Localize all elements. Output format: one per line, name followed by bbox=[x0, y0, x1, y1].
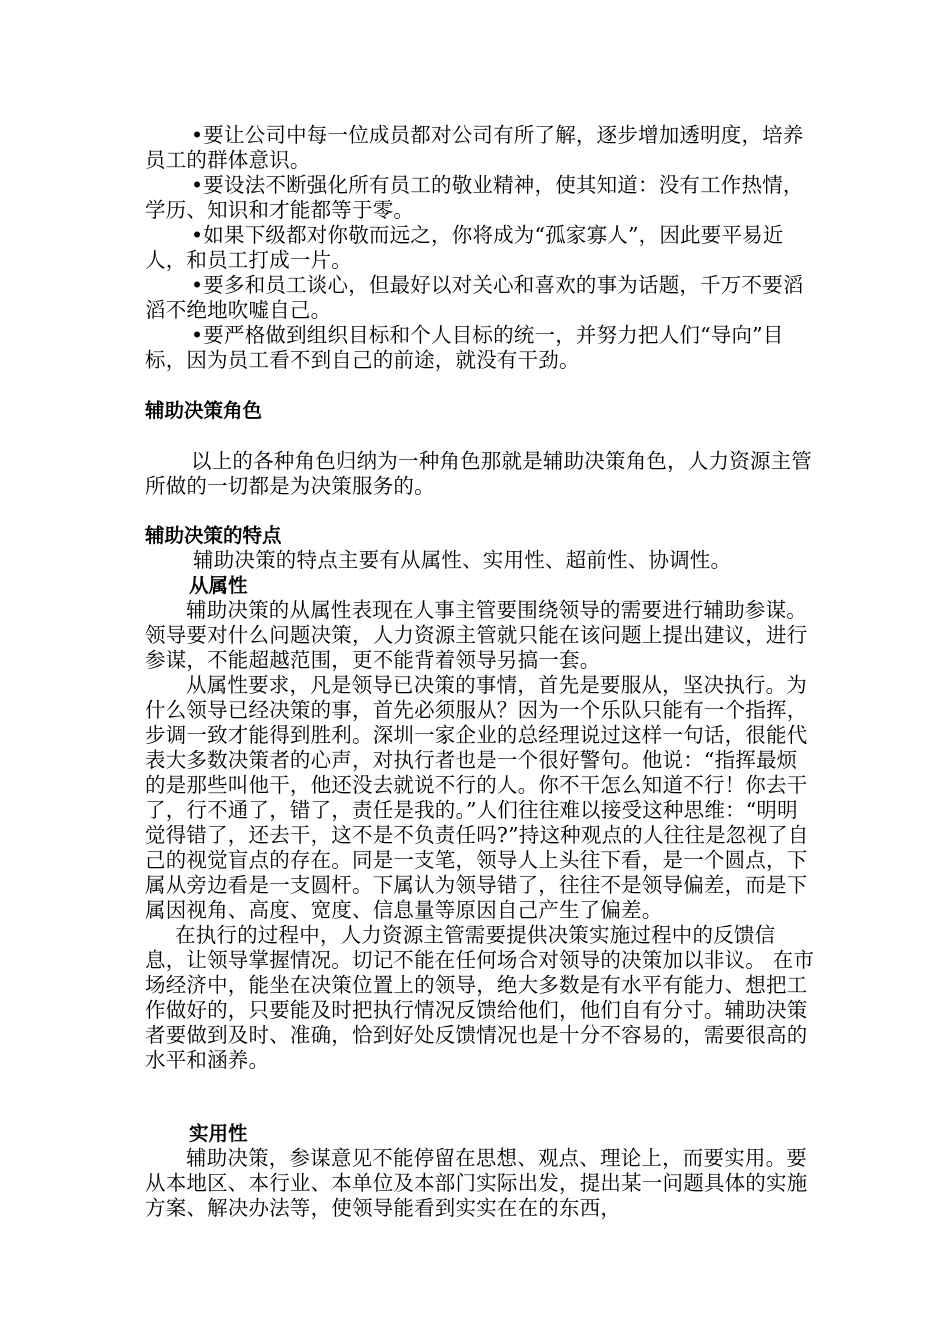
paragraph: 辅助决策的特点主要有从属性、实用性、超前性、协调性。 bbox=[193, 548, 732, 572]
paragraph: 在执行的过程中，人力资源主管需要提供决策实施过程中的反馈信息，让领导掌握情况。切记不能在任何场合对领导的决策加以非议。 在市场经济中，能坐在决策位置上的领导，绝大多数是有水平有能力、想把工作做好的，只要能及时把执行情况反馈给他们，他们自有分寸。辅助决策者要做到及时、准确，恰到好处反馈情况也是十分不容易的，需要很高的水平和涵养。 bbox=[145, 923, 815, 1072]
paragraph: 辅助决策，参谋意见不能停留在思想、观点、理论上，而要实用。要从本地区、本行业、本单位及本部门实际出发，提出某一问题具体的实施方案、解决办法等，使领导能看到实实在在的东西， bbox=[145, 1146, 808, 1220]
practicality-text bbox=[145, 1146, 815, 1221]
section-heading-decision-features: 辅助决策的特点 bbox=[145, 524, 282, 547]
bullet-list bbox=[145, 123, 815, 373]
bullet-item: •要严格做到组织目标和个人目标的统一，并努力把人们“导向”目标，因为员工看不到自己的前途，就没有干劲。 bbox=[145, 323, 784, 372]
bullet-item: •要多和员工谈心，但最好以对关心和喜欢的事为话题，千万不要滔滔不绝地吹嘘自己。 bbox=[145, 273, 804, 322]
section-heading-decision-role: 辅助决策角色 bbox=[145, 399, 263, 422]
subheading-practicality: 实用性 bbox=[189, 1122, 248, 1145]
section-intro bbox=[145, 548, 815, 573]
subheading-subordination: 从属性 bbox=[189, 574, 248, 597]
bullet-item: •要让公司中每一位成员都对公司有所了解，逐步增加透明度，培养员工的群体意识。 bbox=[145, 123, 804, 172]
paragraph: 辅助决策的从属性表现在人事主管要围绕领导的需要进行辅助参谋。领导要对什么问题决策，人力资源主管就只能在该问题上提出建议，进行参谋，不能超越范围，更不能背着领导另搞一套。 bbox=[145, 598, 808, 672]
paragraph: 以上的各种角色归纳为一种角色那就是辅助决策角色，人力资源主管所做的一切都是为决策服务的。 bbox=[145, 449, 812, 498]
bullet-item: •如果下级都对你敬而远之，你将成为“孤家寡人”，因此要平易近人，和员工打成一片。 bbox=[145, 223, 784, 272]
paragraph: 从属性要求，凡是领导已决策的事情，首先是要服从，坚决执行。为什么领导已经决策的事，首先必须服从？因为一个乐队只能有一个指挥，步调一致才能得到胜利。深圳一家企业的总经理说过这样一句话，很能代表大多数决策者的心声，对执行者也是一个很好警句。他说：“指挥最烦的是那些叫他干，他还没去就说不行的人。你不干怎么知道不行！你去干了，行不通了，错了，责任是我的。”人们往往难以接受这种思维：“明明觉得错了，还去干，这不是不负责任吗?”持这种观点的人往往是忽视了自己的视觉盲点的存在。同是一支笔，领导人上头往下看，是一个圆点，下属从旁边看是一支圆杆。下属认为领导错了，往往不是领导偏差，而是下属因视角、高度、宽度、信息量等原因自己产生了偏差。 bbox=[145, 673, 809, 922]
bullet-item: •要设法不断强化所有员工的敬业精神，使其知道：没有工作热情，学历、知识和才能都等于零。 bbox=[145, 173, 804, 222]
subordination-text bbox=[145, 598, 815, 1073]
section-paragraph bbox=[145, 449, 815, 499]
